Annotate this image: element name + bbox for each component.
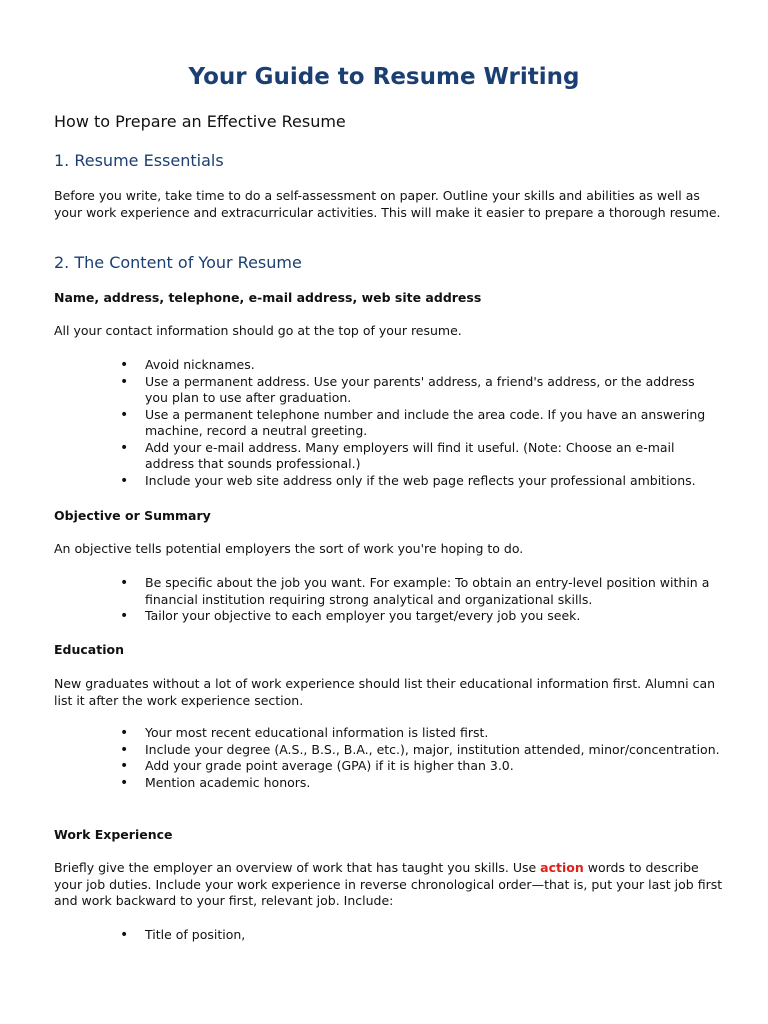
list-item: • Avoid nicknames. bbox=[120, 357, 720, 374]
objective-heading: Objective or Summary bbox=[54, 508, 211, 523]
document-subtitle: How to Prepare an Effective Resume bbox=[54, 112, 346, 131]
list-item: • Title of position, bbox=[120, 927, 720, 944]
work-text-start: Briefly give the employer an overview of work that has taught you skills. Use bbox=[54, 860, 541, 875]
list-item: • Include your web site address only if the web page reflects your professional ambitions. bbox=[120, 473, 720, 490]
education-bullet-list bbox=[120, 725, 720, 791]
list-item: • Mention academic honors. bbox=[120, 775, 720, 792]
section-heading-content: 2. The Content of Your Resume bbox=[54, 253, 302, 272]
contact-bullet-list bbox=[120, 357, 720, 489]
list-item: • Tailor your objective to each employer you target/every job you seek. bbox=[120, 608, 720, 625]
list-item: • Use a permanent address. Use your parents' address, a friend's address, or the address you plan to use after graduation. bbox=[120, 374, 720, 407]
list-item: • Add your grade point average (GPA) if it is higher than 3.0. bbox=[120, 758, 720, 775]
contact-heading: Name, address, telephone, e-mail address, web site address bbox=[54, 290, 482, 305]
list-item: • Be specific about the job you want. For example: To obtain an entry-level position within a financial institution requiring strong analytical and organizational skills. bbox=[120, 575, 720, 608]
work-experience-paragraph bbox=[54, 860, 724, 910]
work-text-end: words to describe your job duties. Include your work experience in reverse chronological order—that is, put your last job first and work backward to your first, relevant job. Include: bbox=[54, 860, 723, 908]
section-heading-essentials: 1. Resume Essentials bbox=[54, 151, 224, 170]
objective-bullet-list bbox=[120, 575, 720, 625]
list-item: • Use a permanent telephone number and include the area code. If you have an answering machine, record a neutral greeting. bbox=[120, 407, 720, 440]
education-paragraph: New graduates without a lot of work experience should list their educational information first. Alumni can list it after the work experience section. bbox=[54, 676, 716, 708]
list-item: • Your most recent educational information is listed first. bbox=[120, 725, 720, 742]
objective-paragraph: An objective tells potential employers the sort of work you're hoping to do. bbox=[54, 541, 524, 556]
list-item: • Add your e-mail address. Many employers will find it useful. (Note: Choose an e-mail address that sounds professional.) bbox=[120, 440, 720, 473]
document-title: Your Guide to Resume Writing bbox=[188, 64, 580, 90]
work-experience-heading: Work Experience bbox=[54, 827, 173, 842]
contact-paragraph: All your contact information should go at the top of your resume. bbox=[54, 323, 462, 338]
action-highlight: action bbox=[540, 860, 584, 875]
list-item: • Include your degree (A.S., B.S., B.A., etc.), major, institution attended, minor/concentration. bbox=[120, 742, 720, 759]
education-heading: Education bbox=[54, 642, 124, 657]
essentials-paragraph: Before you write, take time to do a self-assessment on paper. Outline your skills and abilities as well as your work experience and extracurricular activities. This will make it easier to prepare a thorough resume. bbox=[54, 188, 721, 220]
work-experience-bullet-list bbox=[120, 927, 720, 944]
